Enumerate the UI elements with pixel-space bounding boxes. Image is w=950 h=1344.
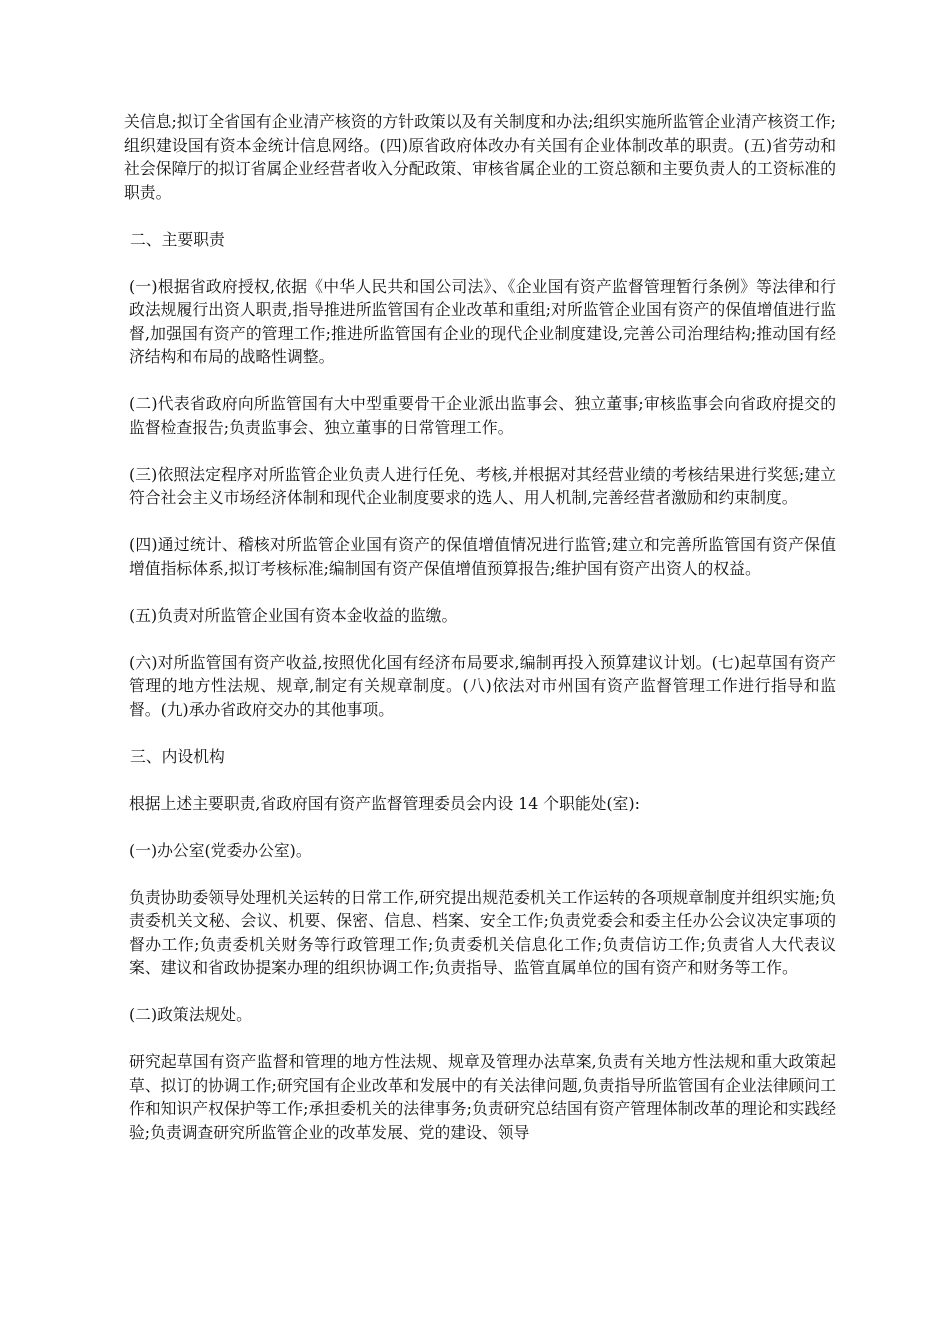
paragraph-duty-2: (二)代表省政府向所监管国有大中型重要骨干企业派出监事会、独立董事;审核监事会向省政府提交的监督检查报告;负责监事会、独立董事的日常管理工作。 [129,394,836,437]
paragraph-duty-5: (五)负责对所监管企业国有资本金收益的监缴。 [129,605,458,625]
paragraph-structure-intro: 根据上述主要职责,省政府国有资产监督管理委员会内设 14 个职能处(室): [129,793,640,813]
document-page [124,110,836,1168]
paragraph-duty-6: (六)对所监管国有资产收益,按照优化国有经济布局要求,编制再投入预算建议计划。(七)起草国有资产管理的地方性法规、规章,制定有关规章制度。(八)依法对市州国有资产监督管理工作进行指导和监督。(九)承办省政府交办的其他事项。 [129,652,836,719]
section-heading-main-duties: 二、主要职责 [130,229,225,249]
paragraph-duty-3: (三)依照法定程序对所监管企业负责人进行任免、考核,并根据对其经营业绩的考核结果进行奖惩;建立符合社会主义市场经济体制和现代企业制度要求的选人、用人机制,完善经营者激励和约束制度。 [129,464,836,507]
paragraph-duty-4: (四)通过统计、稽核对所监管企业国有资产的保值增值情况进行监管;建立和完善所监管国有资产保值增值指标体系,拟订考核标准;编制国有资产保值增值预算报告;维护国有资产出资人的权益。 [129,535,836,578]
paragraph-office-title: (一)办公室(党委办公室)。 [129,840,312,860]
paragraph-policy-duties: 研究起草国有资产监督和管理的地方性法规、规章及管理办法草案,负责有关地方性法规和重大政策起草、拟订的协调工作;研究国有企业改革和发展中的有关法律问题,负责指导所监管国有企业法律顾问工作和知识产权保护等工作;承担委机关的法律事务;负责研究总结国有资产管理体制改革的理论和实践经验;负责调查研究所监管企业的改革发展、党的建设、领导 [129,1052,836,1142]
paragraph-duty-1: (一)根据省政府授权,依据《中华人民共和国公司法》、《企业国有资产监督管理暂行条例》等法律和行政法规履行出资人职责,指导推进所监管国有企业改革和重组;对所监管企业国有资产的保值增值进行监督,加强国有资产的管理工作;推进所监管国有企业的现代企业制度建设,完善公司治理结构;推动国有经济结构和布局的战略性调整。 [129,276,836,366]
section-heading-internal-structure: 三、内设机构 [130,746,225,766]
paragraph-office-duties: 负责协助委领导处理机关运转的日常工作,研究提出规范委机关工作运转的各项规章制度并组织实施;负责委机关文秘、会议、机要、保密、信息、档案、安全工作;负责党委会和委主任办公会议决定事项的督办工作;负责委机关财务等行政管理工作;负责委机关信息化工作;负责信访工作;负责省人大代表议案、建议和省政协提案办理的组织协调工作;负责指导、监管直属单位的国有资产和财务等工作。 [129,887,836,977]
paragraph-policy-title: (二)政策法规处。 [129,1005,252,1024]
paragraph-intro: 关信息;拟订全省国有企业清产核资的方针政策以及有关制度和办法;组织实施所监管企业清产核资工作;组织建设国有资本金统计信息网络。(四)原省政府体改办有关国有企业体制改革的职责。(五)省劳动和社会保障厅的拟订省属企业经营者收入分配政策、审核省属企业的工资总额和主要负责人的工资标准的职责。 [124,112,836,202]
